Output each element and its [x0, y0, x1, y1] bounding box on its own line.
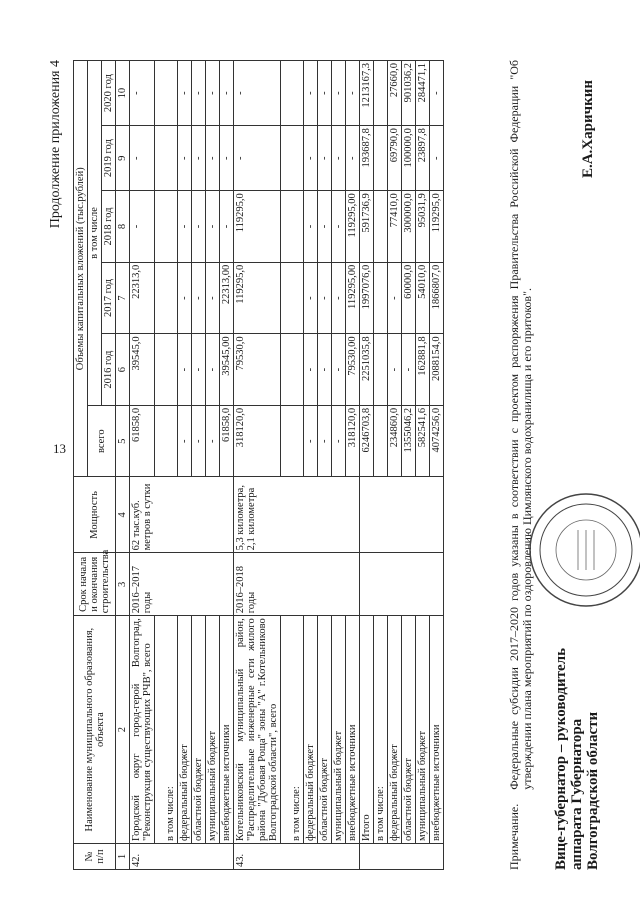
- table-row: [234, 61, 281, 870]
- cell-value: -: [304, 191, 318, 263]
- cell-value: [281, 191, 304, 263]
- cell-value: 95031,9: [416, 191, 430, 263]
- header-year: 2019 год: [102, 126, 116, 191]
- cell-value: -: [332, 262, 346, 334]
- column-number: 2: [116, 616, 130, 844]
- cell-value: -: [332, 126, 346, 191]
- cell-value: -: [332, 61, 346, 126]
- cell-value: -: [178, 262, 192, 334]
- row-name: внебюджетные источники: [430, 616, 444, 844]
- column-number: 5: [116, 405, 130, 477]
- cell-value: [155, 334, 178, 406]
- cell-value: 1355046,2: [402, 405, 416, 477]
- row-name: внебюджетные источники: [220, 616, 234, 844]
- cell-value: 119295,00: [346, 262, 360, 334]
- cell-value: 234860,0: [388, 405, 402, 477]
- cell-value: -: [192, 334, 206, 406]
- header-total: всего: [88, 405, 116, 477]
- row-name: муниципальный бюджет: [332, 616, 346, 844]
- cell-value: 39545,00: [220, 334, 234, 406]
- cell-value: -: [206, 405, 220, 477]
- cell-value: -: [318, 191, 332, 263]
- header-incl: в том числе: [88, 61, 102, 406]
- cell-value: 77410,0: [388, 191, 402, 263]
- cell-value: 79530,0: [234, 334, 281, 406]
- cell-value: -: [234, 61, 281, 126]
- cell-value: 193687,8: [360, 126, 374, 191]
- signature-line: Вице-губернатор – руководитель: [553, 647, 569, 870]
- cell-value: -: [178, 334, 192, 406]
- note-text: Федеральные субсидии 2017–2020 годов указаны в соответствии с проектом распоряжения Правительства Российской Федерации "Об утверждении плана мероприятий по оздоровлению Цимлянского водохранилища и его притоков".: [507, 60, 534, 790]
- cell-value: 100000,0: [402, 126, 416, 191]
- column-number: 6: [116, 334, 130, 406]
- cell-value: -: [430, 126, 444, 191]
- cell-value: [374, 126, 388, 191]
- cell-value: 61858,0: [130, 405, 155, 477]
- cell-value: -: [206, 61, 220, 126]
- cell-value: 582541,6: [416, 405, 430, 477]
- cell-value: 119295,0: [430, 191, 444, 263]
- cell-value: 2251035,8: [360, 334, 374, 406]
- official-stamp: [526, 490, 640, 610]
- cell-value: [281, 405, 304, 477]
- cell-value: -: [220, 191, 234, 263]
- table-row: [318, 61, 332, 870]
- cell-value: -: [304, 61, 318, 126]
- cell-value: -: [206, 334, 220, 406]
- cell-value: [281, 262, 304, 334]
- cell-value: -: [346, 61, 360, 126]
- cell-value: -: [178, 191, 192, 263]
- header-name: Наименование муниципального образования, объекта: [74, 616, 116, 844]
- row-name: федеральный бюджет: [304, 616, 318, 844]
- cell-value: -: [304, 405, 318, 477]
- cell-value: -: [304, 126, 318, 191]
- cell-value: [155, 61, 178, 126]
- cell-value: 27660,0: [388, 61, 402, 126]
- cell-value: 1866807,0: [430, 262, 444, 334]
- cell-value: [281, 334, 304, 406]
- cell-value: 1213167,3: [360, 61, 374, 126]
- row-number: 42.: [130, 843, 234, 869]
- row-name: федеральный бюджет: [178, 616, 192, 844]
- cell-value: 119295,0: [234, 262, 281, 334]
- cell-value: [281, 61, 304, 126]
- cell-value: -: [332, 191, 346, 263]
- table-row: [402, 61, 416, 870]
- cell-value: -: [388, 262, 402, 334]
- row-name: Итого: [360, 616, 374, 844]
- cell-value: [374, 262, 388, 334]
- row-name: муниципальный бюджет: [416, 616, 430, 844]
- row-name: областной бюджет: [402, 616, 416, 844]
- cell-value: -: [346, 126, 360, 191]
- cell-value: [155, 126, 178, 191]
- row-name: областной бюджет: [318, 616, 332, 844]
- row-name: внебюджетные источники: [346, 616, 360, 844]
- cell-value: -: [318, 334, 332, 406]
- cell-value: -: [332, 405, 346, 477]
- signatory-name: Е.А.Харичкин: [580, 80, 596, 179]
- header-power: Мощность: [74, 477, 116, 553]
- column-number: 3: [116, 553, 130, 616]
- signature-line: Волгоградской области: [585, 711, 601, 870]
- cell-value: 591736,9: [360, 191, 374, 263]
- table-row: [374, 61, 388, 870]
- cell-value: -: [206, 191, 220, 263]
- table-row: [155, 61, 178, 870]
- table-row: [206, 61, 220, 870]
- cell-value: -: [192, 191, 206, 263]
- stamp-icon: [526, 490, 640, 610]
- cell-value: -: [234, 126, 281, 191]
- header-year: 2020 год: [102, 61, 116, 126]
- row-name: муниципальный бюджет: [206, 616, 220, 844]
- row-power: 62 тыс.куб. метров в сутки: [130, 477, 234, 553]
- column-number: 10: [116, 61, 130, 126]
- cell-value: [155, 262, 178, 334]
- cell-value: [374, 334, 388, 406]
- cell-value: -: [192, 61, 206, 126]
- table-row: [332, 61, 346, 870]
- cell-value: 39545,0: [130, 334, 155, 406]
- continuation-title: Продолжение приложения 4: [48, 60, 63, 229]
- cell-value: -: [192, 126, 206, 191]
- cell-value: -: [402, 334, 416, 406]
- cell-value: -: [130, 61, 155, 126]
- capital-investment-table: [73, 60, 444, 870]
- table-row: [430, 61, 444, 870]
- cell-value: 119295,0: [234, 191, 281, 263]
- header-year: 2017 год: [102, 262, 116, 334]
- cell-value: 69790,0: [388, 126, 402, 191]
- signature-line: аппарата Губернатора: [569, 718, 585, 870]
- column-number: 8: [116, 191, 130, 263]
- row-name: Котельниковский муниципальный район, "Распределительные инженерные сети жилого района "Дубовая Роща" зоны "А" г.Котельниково Волгоградской области", всего: [234, 616, 281, 844]
- row-term: 2016–2017 годы: [130, 553, 234, 616]
- header-year: 2018 год: [102, 191, 116, 263]
- header-num: № п/п: [74, 843, 116, 869]
- cell-value: -: [304, 262, 318, 334]
- table-row: [281, 61, 304, 870]
- header-term: Срок начала и окончания строительства: [74, 553, 116, 616]
- cell-value: 162881,8: [416, 334, 430, 406]
- note: [508, 60, 534, 870]
- cell-value: [374, 191, 388, 263]
- cell-value: -: [332, 334, 346, 406]
- row-term: 2016–2018 годы: [234, 553, 360, 616]
- cell-value: 300000,0: [402, 191, 416, 263]
- row-name: Городской округ город-герой Волгоград, "Реконструкция существующих РЧВ", всего: [130, 616, 155, 844]
- cell-value: -: [318, 126, 332, 191]
- cell-value: -: [206, 126, 220, 191]
- cell-value: 901036,2: [402, 61, 416, 126]
- column-number: 7: [116, 262, 130, 334]
- row-name: в том числе:: [155, 616, 178, 844]
- cell-value: -: [192, 405, 206, 477]
- cell-value: -: [318, 61, 332, 126]
- cell-value: -: [220, 61, 234, 126]
- column-number: 1: [116, 843, 130, 869]
- row-name: федеральный бюджет: [388, 616, 402, 844]
- cell-value: 6246703,8: [360, 405, 374, 477]
- row-power: 5,3 километра, 2,1 километра: [234, 477, 360, 553]
- cell-value: 22313,0: [130, 262, 155, 334]
- row-number: [360, 843, 444, 869]
- row-name: областной бюджет: [192, 616, 206, 844]
- row-number: 43.: [234, 843, 360, 869]
- cell-value: 2088154,0: [430, 334, 444, 406]
- table-row: [416, 61, 430, 870]
- column-number: 9: [116, 126, 130, 191]
- cell-value: 318120,0: [234, 405, 281, 477]
- rotated-page: [48, 60, 600, 870]
- table-row: [346, 61, 360, 870]
- cell-value: -: [304, 334, 318, 406]
- cell-value: -: [430, 61, 444, 126]
- table-row: [192, 61, 206, 870]
- row-term: [360, 553, 444, 616]
- cell-value: 79530,00: [346, 334, 360, 406]
- table-row: [178, 61, 192, 870]
- header-year: 2016 год: [102, 334, 116, 406]
- table-row: [304, 61, 318, 870]
- column-number: 4: [116, 477, 130, 553]
- cell-value: 4074256,0: [430, 405, 444, 477]
- cell-value: -: [388, 334, 402, 406]
- cell-value: [374, 61, 388, 126]
- cell-value: -: [178, 61, 192, 126]
- cell-value: -: [318, 262, 332, 334]
- row-name: в том числе:: [374, 616, 388, 844]
- row-name: в том числе:: [281, 616, 304, 844]
- header-volumes: Объемы капитальных вложений (тыс.рублей): [74, 61, 88, 477]
- cell-value: 1997076,0: [360, 262, 374, 334]
- cell-value: -: [318, 405, 332, 477]
- cell-value: 284471,1: [416, 61, 430, 126]
- cell-value: -: [130, 126, 155, 191]
- cell-value: -: [192, 262, 206, 334]
- cell-value: -: [206, 262, 220, 334]
- cell-value: [155, 191, 178, 263]
- cell-value: 119295,00: [346, 191, 360, 263]
- cell-value: 61858,0: [220, 405, 234, 477]
- cell-value: -: [178, 126, 192, 191]
- cell-value: 22313,00: [220, 262, 234, 334]
- table-row: [130, 61, 155, 870]
- cell-value: [374, 405, 388, 477]
- cell-value: 23897,8: [416, 126, 430, 191]
- cell-value: -: [220, 126, 234, 191]
- row-power: [360, 477, 444, 553]
- cell-value: -: [130, 191, 155, 263]
- cell-value: 60000,0: [402, 262, 416, 334]
- cell-value: 318120,0: [346, 405, 360, 477]
- table-row: [360, 61, 374, 870]
- cell-value: [281, 126, 304, 191]
- cell-value: -: [178, 405, 192, 477]
- column-numbers-row: [116, 61, 130, 870]
- table-row: [388, 61, 402, 870]
- page-number: 13: [53, 441, 66, 456]
- cell-value: [155, 405, 178, 477]
- signature-block: [553, 648, 601, 870]
- note-label: Примечание.: [507, 803, 521, 870]
- table-row: [220, 61, 234, 870]
- cell-value: 54010,0: [416, 262, 430, 334]
